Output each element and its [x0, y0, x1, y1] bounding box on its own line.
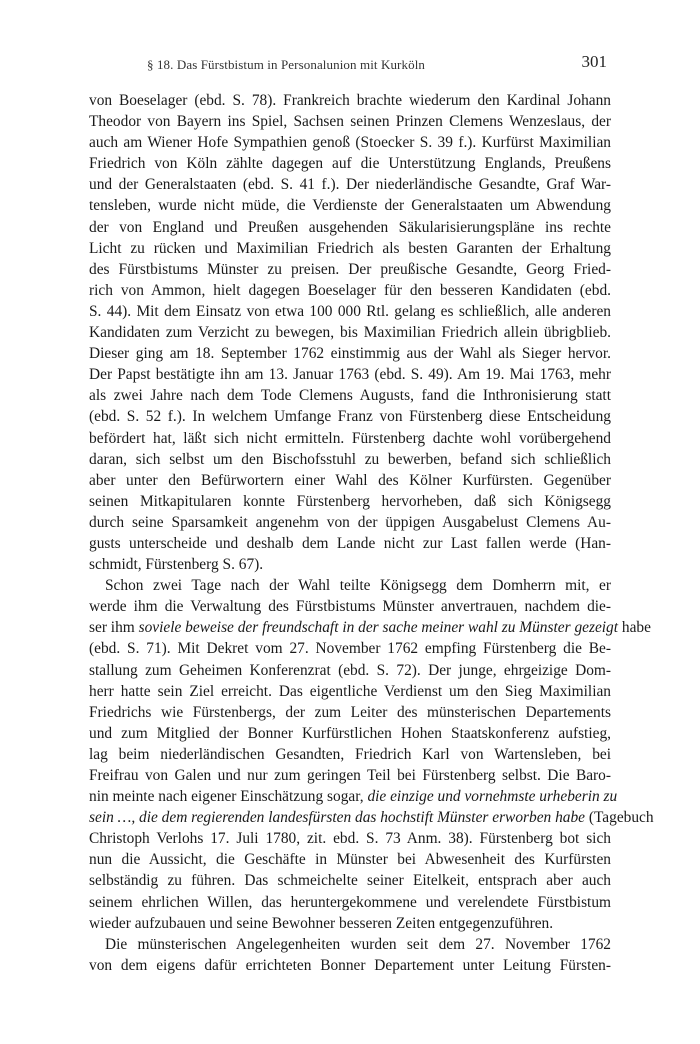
text-line — [89, 217, 611, 238]
text-segment: der von England und Preußen ausgehenden Säkularisierungspläne ins rechte — [89, 218, 611, 236]
text-segment: selbständig zu führen. Das schmeichelte seiner Eitelkeit, entsprach aber auch — [89, 872, 611, 890]
text-segment: herr hatte sein Ziel erreicht. Das eigentliche Verdienst um den Sieg Maximilian — [89, 682, 611, 700]
text-segment: Theodor von Bayern ins Spiel, Sachsen seinen Prinzen Clemens Wenzeslaus, der — [89, 113, 611, 131]
text-line — [89, 723, 611, 744]
text-segment: schmidt, Fürstenberg S. 67). — [89, 556, 264, 574]
quoted-source-text: die einzige und vornehmste urheberin zu — [367, 788, 618, 806]
text-segment: und zum Mitglied der Bonner Kurfürstlichen Hohen Staatskonferenz aufstieg, — [89, 724, 611, 742]
text-segment: (Tagebuch — [585, 809, 654, 827]
text-segment: auch am Wiener Hofe Sympathien genoß (Stoecker S. 39 f.). Kurfürst Maximilian — [89, 134, 611, 152]
text-line — [89, 364, 611, 385]
text-line — [89, 385, 611, 406]
text-segment: wieder aufzubauen und seine Bewohner besseren Zeiten entgegenzuführen. — [89, 914, 554, 932]
text-segment: Schon zwei Tage nach der Wahl teilte Königsegg dem Domherrn mit, er — [105, 577, 611, 595]
text-segment: ser ihm — [89, 619, 139, 637]
body-text — [89, 90, 654, 976]
text-line — [89, 195, 611, 216]
text-line — [89, 512, 611, 533]
text-line — [89, 153, 611, 174]
text-line — [89, 301, 611, 322]
text-line — [89, 449, 611, 470]
text-line — [89, 913, 611, 934]
text-segment: Dieser ging am 18. September 1762 einstimmig aus der Wahl als Sieger hervor. — [89, 345, 611, 363]
text-segment: und der Generalstaaten (ebd. S. 41 f.). Der niederländische Gesandte, Graf War- — [89, 176, 611, 194]
text-line — [89, 322, 611, 343]
text-segment: daran, sich selbst um den Bischofsstuhl zu bewerben, befand sich schließlich — [89, 450, 611, 468]
text-segment: werde ihm die Verwaltung des Fürstbistums Münster anvertrauen, nachdem die- — [89, 598, 611, 616]
text-segment: Freifrau von Galen und nur zum geringen Teil bei Fürstenberg selbst. Die Baro- — [89, 767, 611, 784]
text-segment: (ebd. S. 71). Mit Dekret vom 27. November 1762 empfing Fürstenberg die Be- — [89, 640, 611, 658]
text-segment: stallung zum Geheimen Konferenzrat (ebd. S. 72). Der junge, ehrgeizige Dom- — [89, 661, 611, 679]
text-segment: Der Papst bestätigte ihn am 13. Januar 1763 (ebd. S. 49). Am 19. Mai 1763, mehr — [89, 366, 611, 384]
text-segment: (ebd. S. 52 f.). In welchem Umfange Franz von Fürstenberg diese Entscheidung — [89, 408, 611, 426]
text-line — [89, 470, 611, 491]
running-title: § 18. Das Fürstbistum in Personalunion mit Kurköln — [147, 57, 425, 72]
text-line — [89, 174, 611, 195]
text-segment: seinen Mitkapitularen konnte Fürstenberg hervorheben, daß sich Königsegg — [89, 492, 611, 510]
text-line — [89, 828, 611, 849]
text-line — [89, 259, 611, 280]
text-segment: befördert hat, läßt sich nicht ermitteln. Fürstenberg dachte wohl vorübergehend — [89, 429, 611, 447]
text-line — [89, 617, 651, 638]
text-line — [89, 660, 611, 681]
text-segment: nin meinte nach eigener Einschätzung sogar, — [89, 788, 368, 806]
text-line — [89, 406, 611, 427]
text-segment: Kandidaten zum Verzicht zu bewegen, bis Maximilian Friedrich allein übrigblieb. — [89, 324, 611, 342]
quoted-source-text: soviele beweise der freundschaft in der sache meiner wahl zu Münster gezeigt — [138, 619, 619, 637]
text-segment: von dem eigens dafür errichteten Bonner Departement unter Leitung Fürsten- — [89, 956, 611, 974]
text-line — [89, 638, 611, 659]
text-segment: durch seine Sparsamkeit angenehm von der üppigen Ausgabelust Clemens Au- — [89, 513, 611, 531]
text-segment: tensleben, wurde nicht müde, die Verdienste der Generalstaaten um Abwendung — [89, 197, 611, 215]
text-segment: lag beim niederländischen Gesandten, Friedrich Karl von Wartensleben, bei — [89, 745, 611, 763]
text-line — [89, 807, 654, 828]
text-line — [89, 343, 611, 364]
text-line — [89, 533, 611, 554]
text-segment: des Fürstbistums Münster zu preisen. Der preußische Gesandte, Georg Fried- — [89, 260, 611, 278]
text-segment: Die münsterischen Angelegenheiten wurden seit dem 27. November 1762 — [105, 935, 611, 953]
text-line — [89, 934, 611, 955]
text-line — [89, 849, 611, 870]
text-line — [89, 428, 611, 449]
text-line — [89, 491, 611, 512]
text-line — [89, 554, 611, 575]
text-segment: Christoph Verlohs 17. Juli 1780, zit. ebd. S. 73 Anm. 38). Fürstenberg bot sich — [89, 830, 611, 848]
text-segment: aber unter den Befürwortern einer Wahl des Kölner Kurfürsten. Gegenüber — [89, 471, 611, 489]
text-line — [89, 111, 611, 132]
text-segment: habe — [618, 619, 651, 637]
text-line — [89, 681, 611, 702]
text-line — [89, 575, 611, 596]
text-line — [89, 238, 611, 259]
running-head — [89, 52, 611, 76]
text-line — [89, 955, 611, 976]
text-segment: Friedrich von Köln zählte dagegen auf die Unterstützung Englands, Preußens — [89, 155, 611, 173]
text-segment: von Boeselager (ebd. S. 78). Frankreich brachte wiederum den Kardinal Johann — [89, 92, 611, 109]
text-line — [89, 702, 611, 723]
text-line — [89, 596, 611, 617]
text-segment: als zwei Jahre nach dem Tode Clemens Augusts, fand die Inthronisierung statt — [89, 387, 611, 405]
text-line — [89, 765, 611, 786]
text-line — [89, 892, 611, 913]
text-line — [89, 786, 618, 807]
quoted-source-text: sein …, die dem regierenden landesfürsten das hochstift Münster erworben habe — [89, 809, 585, 827]
text-segment: nun die Aussicht, die Geschäfte in Münster bei Abwesenheit des Kurfürsten — [89, 851, 611, 869]
text-segment: Licht zu rücken und Maximilian Friedrich als besten Garanten der Erhaltung — [89, 239, 611, 257]
text-segment: gusts unterscheide und deshalb dem Lande nicht zur Last fallen werde (Han- — [89, 534, 611, 552]
text-segment: S. 44). Mit dem Einsatz von etwa 100 000 Rtl. gelang es schließlich, alle anderen — [89, 302, 611, 320]
page-number: 301 — [581, 52, 607, 71]
text-segment: rich von Ammon, hielt dagegen Boeselager für den besseren Kandidaten (ebd. — [89, 281, 611, 299]
text-line — [89, 280, 611, 301]
text-line — [89, 870, 611, 891]
text-segment: Friedrichs wie Fürstenbergs, der zum Leiter des münsterischen Departements — [89, 703, 611, 721]
text-line — [89, 132, 611, 153]
text-line — [89, 90, 611, 111]
text-segment: seinem ehrlichen Willen, das heruntergekommene und verelendete Fürstbistum — [89, 893, 611, 911]
text-line — [89, 744, 611, 765]
